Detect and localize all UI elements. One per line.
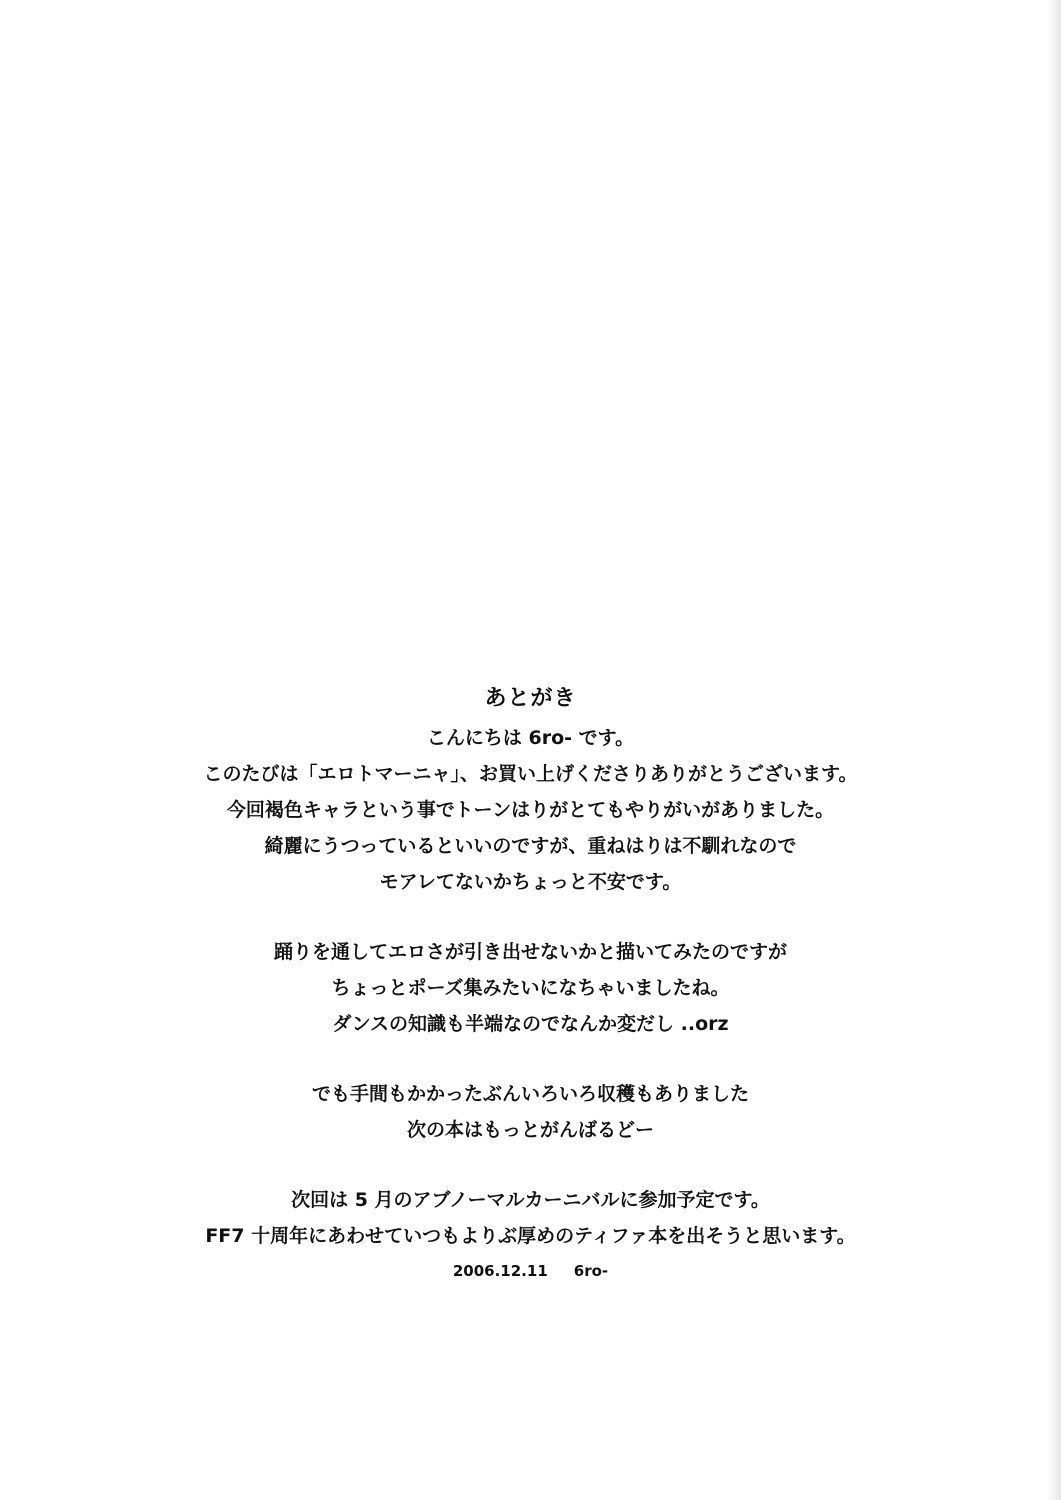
paragraph-gap [0,1042,1061,1076]
paragraph-4 [0,1182,1061,1254]
paragraph-1 [0,720,1061,900]
paragraph-gap [0,900,1061,934]
afterword-section [0,678,1061,1288]
paragraph-3 [0,1076,1061,1148]
text-line: FF7 十周年にあわせていつもよりぶ厚めのティファ本を出そうと思います。 [205,1225,856,1247]
text-line: ダンスの知識も半端なのでなんか変だし ..orz [332,1013,729,1035]
text-line: モアレてないかちょっと不安です。 [379,871,682,893]
signature-author: 6ro- [573,1262,609,1280]
text-line: 次の本はもっとがんばるどー [406,1119,654,1141]
signature [0,1254,1061,1288]
afterword-heading: あとがき [484,686,577,711]
text-line: 綺麗にうつっているといいのですが、重ねはりは不馴れなので [264,835,797,857]
paragraph-gap [0,1148,1061,1182]
text-line: こんにちは 6ro- です。 [426,727,635,749]
paragraph-2 [0,934,1061,1042]
text-line: このたびは「エロトマーニャ」、お買い上げくださりありがとうございます。 [203,763,858,785]
text-line: 次回は 5 月のアブノーマルカーニバルに参加予定です。 [291,1189,770,1211]
text-line: でも手間もかかったぶんいろいろ収穫もありました [311,1083,749,1105]
signature-date: 2006.12.11 [452,1262,548,1280]
text-line: 今回褐色キャラという事でトーンはりがとてもやりがいがありました。 [226,799,835,821]
text-line: 踊りを通してエロさが引き出せないかと描いてみたのですが [273,941,787,963]
text-line: ちょっとポーズ集みたいになちゃいましたね。 [331,977,730,999]
